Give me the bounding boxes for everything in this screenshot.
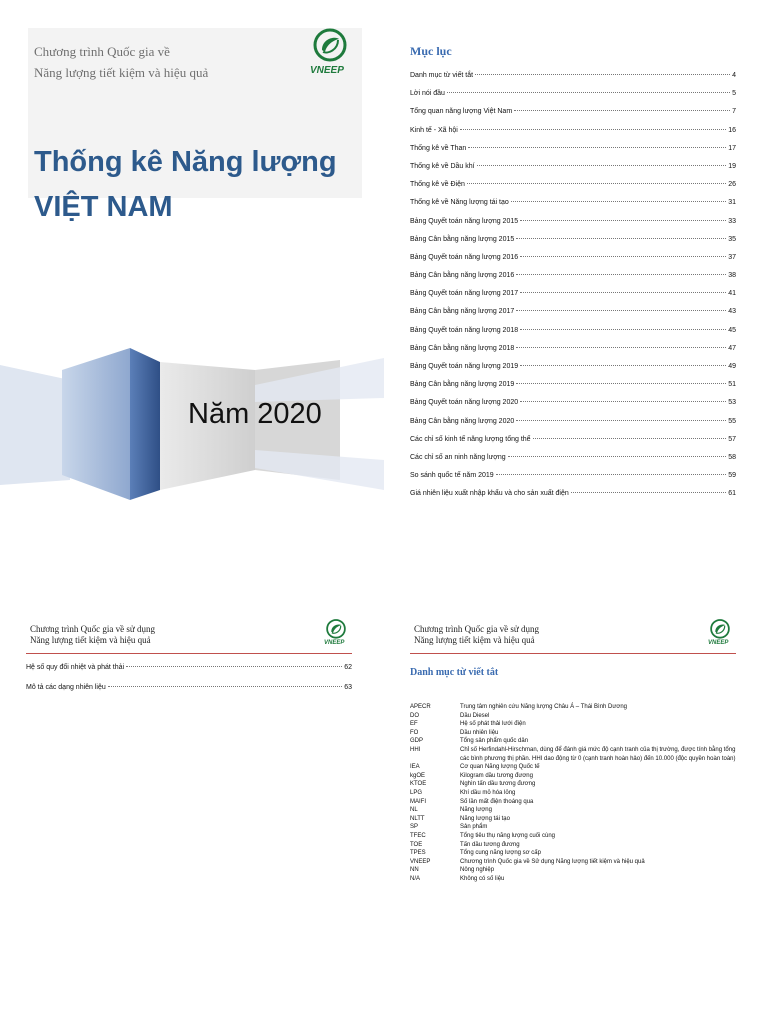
toc-dot-leader xyxy=(516,420,726,421)
toc-entry[interactable] xyxy=(410,108,736,126)
toc-entry[interactable] xyxy=(410,218,736,236)
toc-entry-label: Mô tả các dạng nhiên liệu xyxy=(26,684,106,691)
toc-dot-leader xyxy=(516,274,726,275)
toc-dot-leader xyxy=(520,256,726,257)
toc-dot-leader xyxy=(533,438,727,439)
toc-entry-page: 43 xyxy=(728,308,736,316)
toc-entry-page: 37 xyxy=(728,253,736,261)
abbreviation-key: DO xyxy=(410,712,419,719)
abbreviation-meaning: Kilogram dầu tương đương xyxy=(460,772,533,779)
toc-entry-label: Bảng Quyết toán năng lượng 2020 xyxy=(410,399,519,407)
toc-entry-page: 61 xyxy=(728,490,736,498)
toc-entry-label: Bảng Quyết toán năng lượng 2017 xyxy=(410,290,519,298)
abbreviation-meaning: Năng lượng tái tạo xyxy=(460,815,510,822)
abbreviation-meaning: Nông nghiệp xyxy=(460,867,495,874)
abbreviation-row xyxy=(410,866,740,875)
toc-entry[interactable] xyxy=(410,308,736,326)
logo-text: VNEEP xyxy=(310,65,344,76)
toc-entry-page: 59 xyxy=(728,472,736,480)
toc-entry-label: Thống kê về Năng lượng tái tạo xyxy=(410,199,509,207)
toc-entry[interactable] xyxy=(410,145,736,163)
abbreviation-row xyxy=(410,720,740,729)
toc-dot-leader xyxy=(108,686,342,687)
abbreviation-key: NL xyxy=(410,807,418,814)
abbreviation-row xyxy=(410,780,740,789)
abbreviation-row xyxy=(410,841,740,850)
toc-entry-page: 7 xyxy=(732,108,736,116)
toc-dot-leader xyxy=(516,310,726,311)
toc-entry[interactable] xyxy=(410,72,736,90)
toc-dot-leader xyxy=(496,474,727,475)
toc-entry[interactable] xyxy=(410,490,736,508)
toc-continued-page xyxy=(0,512,384,1024)
toc-dot-leader xyxy=(571,492,726,493)
abbreviation-row xyxy=(410,703,740,712)
program-name-line2: Năng lượng tiết kiệm và hiệu quả xyxy=(34,65,209,80)
toc-dot-leader xyxy=(447,92,730,93)
toc-entry[interactable] xyxy=(410,163,736,181)
toc-entry[interactable] xyxy=(410,90,736,108)
toc-entry-page: 26 xyxy=(728,181,736,189)
abbreviations-title: Danh mục từ viết tắt xyxy=(410,667,499,678)
header-line2: Năng lượng tiết kiệm và hiệu quả xyxy=(414,635,535,645)
abbreviation-row xyxy=(410,875,740,884)
toc-entry[interactable] xyxy=(410,472,736,490)
toc-entry-label: Bảng Cân bằng năng lượng 2018 xyxy=(410,344,515,352)
abbreviation-meaning: Nghìn tấn dầu tương đương xyxy=(460,781,536,788)
toc-entry-label: Bảng Quyết toán năng lượng 2015 xyxy=(410,217,519,225)
abbreviation-row xyxy=(410,737,740,746)
toc-entry[interactable] xyxy=(410,236,736,254)
abbreviations-page xyxy=(384,512,768,1024)
abbreviation-row xyxy=(410,832,740,841)
abbreviation-row xyxy=(410,746,740,763)
cover-year: Năm 2020 xyxy=(188,398,322,430)
abbreviation-key: kgOE xyxy=(410,772,426,779)
toc-entry[interactable] xyxy=(410,418,736,436)
abbreviation-key: TPES xyxy=(410,850,426,857)
abbreviation-key: NN xyxy=(410,867,419,874)
toc-entry[interactable] xyxy=(410,363,736,381)
toc-dot-leader xyxy=(467,183,726,184)
program-name-line1: Chương trình Quốc gia về xyxy=(34,44,170,59)
toc-entry-label: Thống kê về Điện xyxy=(410,181,465,189)
abbreviation-key: KTOE xyxy=(410,781,427,788)
abbreviation-meaning: Tấn dầu tương đương xyxy=(460,841,520,848)
toc-dot-leader xyxy=(516,383,726,384)
cover-title-line2: VIỆT NAM xyxy=(34,191,173,223)
toc-entry[interactable] xyxy=(410,327,736,345)
abbreviation-row xyxy=(410,823,740,832)
toc-entry-label: Kinh tế - Xã hội xyxy=(410,126,458,134)
toc-entry-label: Bảng Cân bằng năng lượng 2017 xyxy=(410,308,515,316)
toc-dot-leader xyxy=(460,129,726,130)
header-line1: Chương trình Quốc gia về sử dụng xyxy=(414,624,540,634)
abbreviation-key: FO xyxy=(410,729,419,736)
toc-entry-page: 55 xyxy=(728,417,736,425)
toc-entry-label: Lời nói đầu xyxy=(410,90,445,98)
abbreviation-meaning: Tổng sản phẩm quốc dân xyxy=(460,738,529,745)
header-rule xyxy=(410,653,736,654)
toc-entry-page: 49 xyxy=(728,363,736,370)
toc-entry-page: 51 xyxy=(728,381,736,389)
abbreviation-meaning: Chương trình Quốc gia về Sử dụng Năng lượng tiết kiệm và hiệu quả xyxy=(460,858,645,865)
abbreviation-meaning: Số lần mất điện thoáng qua xyxy=(460,798,534,805)
toc-entry[interactable] xyxy=(26,684,352,704)
toc-entry-label: Bảng Quyết toán năng lượng 2019 xyxy=(410,363,519,370)
toc-entry-label: Hệ số quy đổi nhiệt và phát thải xyxy=(26,664,125,671)
vneep-logo-icon xyxy=(308,28,352,66)
toc-entry[interactable] xyxy=(410,454,736,472)
toc-dot-leader xyxy=(520,220,726,221)
toc-entry-label: Bảng Cân bằng năng lượng 2019 xyxy=(410,381,515,389)
toc-entry[interactable] xyxy=(410,381,736,399)
abbreviation-row xyxy=(410,858,740,867)
toc-entry-page: 16 xyxy=(728,126,736,134)
toc-entry[interactable] xyxy=(26,664,352,684)
abbreviation-row xyxy=(410,729,740,738)
abbreviation-meaning: Cơ quan Năng lượng Quốc tế xyxy=(460,764,540,771)
toc-entry-label: Bảng Cân bằng năng lượng 2020 xyxy=(410,417,515,425)
toc-entry-label: Giá nhiên liệu xuất nhập khẩu và cho sản xuất điện xyxy=(410,490,569,498)
header-line2: Năng lượng tiết kiệm và hiệu quả xyxy=(30,635,151,645)
toc-entry[interactable] xyxy=(410,345,736,363)
toc-entry-label: Thống kê về Dầu khí xyxy=(410,162,475,170)
toc-dot-leader xyxy=(477,165,727,166)
page-header-text xyxy=(414,624,539,646)
abbreviation-row xyxy=(410,849,740,858)
abbreviation-row xyxy=(410,763,740,772)
toc-title: Mục lục xyxy=(410,44,452,58)
toc-entry-page: 53 xyxy=(728,399,736,407)
abbreviation-key: TOE xyxy=(410,841,423,848)
vneep-logo-icon xyxy=(323,618,349,642)
toc-entry-page: 47 xyxy=(728,344,736,352)
toc-entry-page: 35 xyxy=(728,235,736,243)
abbreviation-key: NLTT xyxy=(410,815,425,822)
abbreviation-row xyxy=(410,806,740,815)
abbreviation-key: GDP xyxy=(410,738,424,745)
toc-entry-label: Bảng Quyết toán năng lượng 2018 xyxy=(410,326,519,334)
toc-entry[interactable] xyxy=(410,127,736,145)
toc-entry-page: 19 xyxy=(728,162,736,170)
abbreviation-key: N/A xyxy=(410,875,421,882)
toc-continued-list xyxy=(26,664,352,704)
toc-page xyxy=(384,0,768,512)
page-header-text xyxy=(30,624,155,646)
toc-entry-page: 17 xyxy=(728,144,736,152)
toc-entry-label: Tổng quan năng lượng Việt Nam xyxy=(410,108,513,116)
toc-dot-leader xyxy=(475,74,730,75)
header-line1: Chương trình Quốc gia về sử dụng xyxy=(30,624,156,634)
toc-entry-label: Các chỉ số kinh tế năng lượng tổng thể xyxy=(410,435,531,443)
abbreviation-key: VNEEP xyxy=(410,858,431,865)
toc-dot-leader xyxy=(126,666,342,667)
toc-entry[interactable] xyxy=(410,436,736,454)
abbreviation-meaning: Trung tâm nghiên cứu Năng lượng Châu Á – Thái Bình Dương xyxy=(460,704,628,710)
toc-dot-leader xyxy=(520,365,726,366)
toc-dot-leader xyxy=(508,456,727,457)
abbreviation-row xyxy=(410,789,740,798)
toc-entry-page: 31 xyxy=(728,199,736,207)
abbreviation-meaning: Không có số liệu xyxy=(460,875,505,882)
abbreviation-key: IEA xyxy=(410,764,420,771)
abbreviation-row xyxy=(410,798,740,807)
toc-dot-leader xyxy=(520,329,726,330)
abbreviation-key: TFEC xyxy=(410,832,426,839)
cover-title-line1: Thống kê Năng lượng xyxy=(34,146,337,178)
toc-entry-label: So sánh quốc tế năm 2019 xyxy=(410,472,494,480)
abbreviation-meaning: Tổng cung năng lượng sơ cấp xyxy=(460,850,541,857)
abbreviation-key: EF xyxy=(410,721,418,728)
toc-entry-label: Bảng Cân bằng năng lượng 2015 xyxy=(410,235,515,243)
toc-dot-leader xyxy=(468,147,726,148)
toc-entry[interactable] xyxy=(410,181,736,199)
toc-entry-page: 5 xyxy=(732,90,736,98)
logo-text: VNEEP xyxy=(324,640,345,646)
toc-entry-page: 38 xyxy=(728,272,736,280)
abbreviation-meaning: Hệ số phát thải lưới điện xyxy=(460,721,526,728)
toc-entry-page: 58 xyxy=(728,453,736,461)
toc-entry[interactable] xyxy=(410,272,736,290)
abbreviation-key: SP xyxy=(410,824,419,831)
abbreviation-row xyxy=(410,712,740,721)
toc-dot-leader xyxy=(520,292,726,293)
toc-entry-label: Thống kê về Than xyxy=(410,144,467,152)
toc-entry[interactable] xyxy=(410,254,736,272)
toc-entry-page: 45 xyxy=(728,326,736,334)
abbreviations-table xyxy=(410,703,740,883)
toc-dot-leader xyxy=(520,401,726,402)
toc-entry-page: 4 xyxy=(732,72,736,79)
abbreviation-meaning: Dầu nhiên liệu xyxy=(460,729,499,736)
toc-entry-label: Các chỉ số an ninh năng lượng xyxy=(410,453,506,461)
abbreviation-row xyxy=(410,815,740,824)
abbreviation-key: HHI xyxy=(410,746,421,753)
toc-dot-leader xyxy=(514,110,730,111)
abbreviation-meaning: Sản phẩm xyxy=(460,824,488,831)
abbreviation-key: LPG xyxy=(410,789,423,796)
logo-text: VNEEP xyxy=(708,640,729,646)
abbreviation-row xyxy=(410,772,740,781)
toc-dot-leader xyxy=(516,347,726,348)
toc-dot-leader xyxy=(516,238,726,239)
toc-entry-page: 33 xyxy=(728,217,736,225)
toc-list xyxy=(410,72,736,509)
abbreviation-key: APECR xyxy=(410,704,431,710)
abbreviation-meaning: Dầu Diesel xyxy=(460,712,490,719)
toc-entry-page: 63 xyxy=(344,684,352,691)
abbreviation-meaning: Tổng tiêu thụ năng lượng cuối cùng xyxy=(460,832,556,839)
toc-entry-label: Bảng Quyết toán năng lượng 2016 xyxy=(410,253,519,261)
cover-page xyxy=(0,0,384,512)
abbreviation-meaning: Khí dầu mỏ hóa lỏng xyxy=(460,789,516,796)
abbreviation-key: MAIFI xyxy=(410,798,426,805)
toc-entry[interactable] xyxy=(410,199,736,217)
toc-entry-page: 62 xyxy=(344,664,352,671)
vneep-logo-icon xyxy=(707,618,733,642)
toc-entry-page: 41 xyxy=(728,290,736,298)
abbreviation-meaning: Chỉ số Herfindahl-Hirschman, dùng để đánh giá mức độ cạnh tranh của thị trường, được tính bằng tổng các bình phương thị phần. HHI dao động từ 0 (cạnh tranh hoàn hảo) đến 10.000 (độc quyền hoàn toàn) xyxy=(460,746,736,762)
toc-entry[interactable] xyxy=(410,290,736,308)
toc-entry-page: 57 xyxy=(728,435,736,443)
abbreviation-meaning: Năng lượng xyxy=(460,807,492,814)
header-rule xyxy=(26,653,352,654)
toc-entry-label: Danh mục từ viết tắt xyxy=(410,72,474,79)
toc-entry[interactable] xyxy=(410,399,736,417)
toc-entry-label: Bảng Cân bằng năng lượng 2016 xyxy=(410,272,515,280)
toc-dot-leader xyxy=(511,201,726,202)
